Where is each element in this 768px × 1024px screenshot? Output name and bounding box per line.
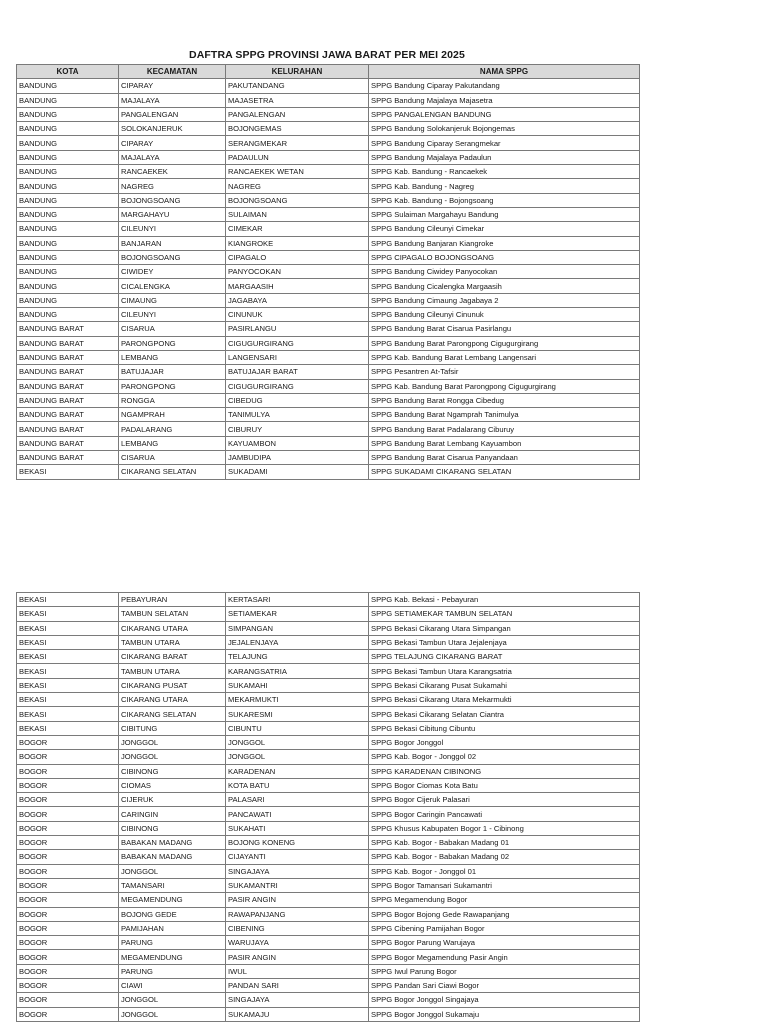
- cell-kecamatan: RONGGA: [119, 393, 226, 407]
- cell-kelurahan: PANYOCOKAN: [226, 265, 369, 279]
- table-row: [17, 193, 640, 207]
- cell-kota: BEKASI: [17, 607, 119, 621]
- table-row: [17, 150, 640, 164]
- table-row: [17, 621, 640, 635]
- cell-kecamatan: MAJALAYA: [119, 93, 226, 107]
- cell-nama-sppg: SPPG Bandung Ciparay Pakutandang: [369, 79, 640, 93]
- cell-kelurahan: SIMPANGAN: [226, 621, 369, 635]
- table-row: [17, 993, 640, 1007]
- cell-kota: BANDUNG: [17, 236, 119, 250]
- cell-nama-sppg: SPPG Bogor Tamansari Sukamantri: [369, 878, 640, 892]
- cell-kecamatan: JONGGOL: [119, 993, 226, 1007]
- cell-kelurahan: CIPAGALO: [226, 250, 369, 264]
- table-row: [17, 950, 640, 964]
- cell-nama-sppg: SPPG Bandung Cicalengka Margaasih: [369, 279, 640, 293]
- cell-kecamatan: PANGALENGAN: [119, 107, 226, 121]
- cell-kota: BANDUNG: [17, 122, 119, 136]
- cell-kota: BANDUNG: [17, 179, 119, 193]
- cell-nama-sppg: SPPG Iwul Parung Bogor: [369, 964, 640, 978]
- cell-kota: BOGOR: [17, 979, 119, 993]
- cell-nama-sppg: SPPG Bekasi Cikarang Selatan Ciantra: [369, 707, 640, 721]
- cell-kecamatan: MAJALAYA: [119, 150, 226, 164]
- cell-kecamatan: CIOMAS: [119, 778, 226, 792]
- table-row: [17, 236, 640, 250]
- table-row: [17, 136, 640, 150]
- cell-kelurahan: KIANGROKE: [226, 236, 369, 250]
- table-row: [17, 707, 640, 721]
- cell-kecamatan: LEMBANG: [119, 350, 226, 364]
- cell-kota: BANDUNG: [17, 222, 119, 236]
- cell-nama-sppg: SPPG Bogor Cijeruk Palasari: [369, 793, 640, 807]
- cell-kota: BANDUNG BARAT: [17, 322, 119, 336]
- cell-kota: BEKASI: [17, 721, 119, 735]
- cell-kecamatan: CIKARANG PUSAT: [119, 678, 226, 692]
- cell-kota: BANDUNG BARAT: [17, 451, 119, 465]
- cell-kecamatan: LEMBANG: [119, 436, 226, 450]
- table-row: [17, 293, 640, 307]
- cell-kelurahan: MARGAASIH: [226, 279, 369, 293]
- cell-kecamatan: MEGAMENDUNG: [119, 893, 226, 907]
- cell-kecamatan: MARGAHAYU: [119, 207, 226, 221]
- cell-kota: BANDUNG: [17, 107, 119, 121]
- cell-kecamatan: JONGGOL: [119, 1007, 226, 1021]
- cell-kelurahan: JEJALENJAYA: [226, 635, 369, 649]
- cell-nama-sppg: SPPG Bandung Barat Rongga Cibedug: [369, 393, 640, 407]
- cell-kelurahan: MEKARMUKTI: [226, 693, 369, 707]
- cell-kecamatan: BANJARAN: [119, 236, 226, 250]
- cell-kota: BOGOR: [17, 836, 119, 850]
- cell-nama-sppg: SPPG Kab. Bogor - Babakan Madang 02: [369, 850, 640, 864]
- cell-kelurahan: KARANGSATRIA: [226, 664, 369, 678]
- cell-kelurahan: KARADENAN: [226, 764, 369, 778]
- cell-nama-sppg: SPPG Bandung Solokanjeruk Bojongemas: [369, 122, 640, 136]
- cell-kecamatan: CIKARANG BARAT: [119, 650, 226, 664]
- cell-nama-sppg: SPPG Kab. Bandung Barat Lembang Langensari: [369, 350, 640, 364]
- table-row: [17, 336, 640, 350]
- table-row: [17, 607, 640, 621]
- cell-kecamatan: CIKARANG SELATAN: [119, 707, 226, 721]
- table-row: [17, 778, 640, 792]
- table-row: [17, 393, 640, 407]
- cell-nama-sppg: SPPG Bekasi Tambun Utara Jejalenjaya: [369, 635, 640, 649]
- cell-kelurahan: JONGGOL: [226, 735, 369, 749]
- cell-kota: BOGOR: [17, 1007, 119, 1021]
- cell-nama-sppg: SPPG SUKADAMI CIKARANG SELATAN: [369, 465, 640, 479]
- cell-nama-sppg: SPPG Bogor Jonggol Singajaya: [369, 993, 640, 1007]
- cell-nama-sppg: SPPG Bogor Caringin Pancawati: [369, 807, 640, 821]
- cell-kelurahan: SETIAMEKAR: [226, 607, 369, 621]
- cell-nama-sppg: SPPG Kab. Bandung - Rancaekek: [369, 165, 640, 179]
- cell-kecamatan: BABAKAN MADANG: [119, 850, 226, 864]
- cell-kelurahan: TANIMULYA: [226, 408, 369, 422]
- table-row: [17, 964, 640, 978]
- cell-kota: BOGOR: [17, 878, 119, 892]
- header-kota: KOTA: [17, 65, 119, 79]
- table-row: [17, 250, 640, 264]
- cell-kelurahan: MAJASETRA: [226, 93, 369, 107]
- cell-nama-sppg: SPPG Bandung Majalaya Majasetra: [369, 93, 640, 107]
- cell-kelurahan: SINGAJAYA: [226, 864, 369, 878]
- cell-kecamatan: CIBINONG: [119, 764, 226, 778]
- cell-kecamatan: NAGREG: [119, 179, 226, 193]
- cell-kota: BOGOR: [17, 993, 119, 1007]
- cell-kecamatan: TAMANSARI: [119, 878, 226, 892]
- cell-kota: BANDUNG: [17, 193, 119, 207]
- cell-kecamatan: PARUNG: [119, 964, 226, 978]
- cell-nama-sppg: SPPG Bekasi Cikarang Pusat Sukamahi: [369, 678, 640, 692]
- cell-kelurahan: PANGALENGAN: [226, 107, 369, 121]
- cell-kota: BANDUNG: [17, 150, 119, 164]
- cell-nama-sppg: SPPG CIPAGALO BOJONGSOANG: [369, 250, 640, 264]
- cell-kecamatan: CILEUNYI: [119, 222, 226, 236]
- table-row: [17, 122, 640, 136]
- cell-kecamatan: CISARUA: [119, 451, 226, 465]
- cell-kelurahan: PALASARI: [226, 793, 369, 807]
- cell-kecamatan: BOJONGSOANG: [119, 193, 226, 207]
- cell-kota: BANDUNG: [17, 165, 119, 179]
- cell-kota: BANDUNG BARAT: [17, 379, 119, 393]
- cell-kecamatan: TAMBUN UTARA: [119, 635, 226, 649]
- cell-kelurahan: RAWAPANJANG: [226, 907, 369, 921]
- cell-kecamatan: CIMAUNG: [119, 293, 226, 307]
- cell-kota: BANDUNG BARAT: [17, 393, 119, 407]
- cell-kelurahan: SUKAMANTRI: [226, 878, 369, 892]
- table-row: [17, 365, 640, 379]
- table-row: [17, 735, 640, 749]
- table-header-row: [17, 65, 640, 79]
- header-kecamatan: KECAMATAN: [119, 65, 226, 79]
- cell-nama-sppg: SPPG Bandung Ciparay Serangmekar: [369, 136, 640, 150]
- cell-nama-sppg: SPPG KARADENAN CIBINONG: [369, 764, 640, 778]
- page-title: DAFTRA SPPG PROVINSI JAWA BARAT PER MEI 2025: [189, 49, 465, 61]
- table-row: [17, 93, 640, 107]
- cell-nama-sppg: SPPG Kab. Bandung - Nagreg: [369, 179, 640, 193]
- cell-kelurahan: PANDAN SARI: [226, 979, 369, 993]
- cell-kecamatan: CIKARANG UTARA: [119, 693, 226, 707]
- cell-kelurahan: KOTA BATU: [226, 778, 369, 792]
- cell-nama-sppg: SPPG Bogor Jonggol: [369, 735, 640, 749]
- table-row: [17, 207, 640, 221]
- cell-kelurahan: PASIRLANGU: [226, 322, 369, 336]
- cell-nama-sppg: SPPG Bandung Cimaung Jagabaya 2: [369, 293, 640, 307]
- cell-kelurahan: CIMEKAR: [226, 222, 369, 236]
- cell-nama-sppg: SPPG Bogor Parung Warujaya: [369, 936, 640, 950]
- table-row: [17, 408, 640, 422]
- cell-kota: BOGOR: [17, 850, 119, 864]
- cell-kecamatan: CIWIDEY: [119, 265, 226, 279]
- cell-nama-sppg: SPPG Bandung Barat Cisarua Pasirlangu: [369, 322, 640, 336]
- cell-kelurahan: CIGUGURGIRANG: [226, 336, 369, 350]
- cell-kota: BOGOR: [17, 778, 119, 792]
- header-kelurahan: KELURAHAN: [226, 65, 369, 79]
- table-row: [17, 893, 640, 907]
- cell-kelurahan: CIBUNTU: [226, 721, 369, 735]
- cell-nama-sppg: SPPG SETIAMEKAR TAMBUN SELATAN: [369, 607, 640, 621]
- cell-kota: BEKASI: [17, 693, 119, 707]
- cell-kota: BANDUNG: [17, 136, 119, 150]
- cell-kecamatan: TAMBUN UTARA: [119, 664, 226, 678]
- cell-kecamatan: CISARUA: [119, 322, 226, 336]
- cell-kelurahan: WARUJAYA: [226, 936, 369, 950]
- table-row: [17, 878, 640, 892]
- cell-kelurahan: KAYUAMBON: [226, 436, 369, 450]
- cell-kelurahan: PASIR ANGIN: [226, 893, 369, 907]
- cell-kota: BEKASI: [17, 635, 119, 649]
- cell-kecamatan: CIPARAY: [119, 136, 226, 150]
- cell-nama-sppg: SPPG Bogor Bojong Gede Rawapanjang: [369, 907, 640, 921]
- cell-kota: BANDUNG BARAT: [17, 365, 119, 379]
- cell-kota: BOGOR: [17, 793, 119, 807]
- table-row: [17, 836, 640, 850]
- table-row: [17, 165, 640, 179]
- cell-kelurahan: PANCAWATI: [226, 807, 369, 821]
- cell-kecamatan: PARUNG: [119, 936, 226, 950]
- cell-kecamatan: CIAWI: [119, 979, 226, 993]
- cell-kecamatan: CARINGIN: [119, 807, 226, 821]
- cell-kelurahan: BATUJAJAR BARAT: [226, 365, 369, 379]
- cell-nama-sppg: SPPG Bogor Jonggol Sukamaju: [369, 1007, 640, 1021]
- cell-kota: BANDUNG: [17, 79, 119, 93]
- table-row: [17, 821, 640, 835]
- cell-nama-sppg: SPPG Kab. Bandung Barat Parongpong Cigugurgirang: [369, 379, 640, 393]
- cell-nama-sppg: SPPG Bandung Barat Lembang Kayuambon: [369, 436, 640, 450]
- cell-nama-sppg: SPPG Bogor Megamendung Pasir Angin: [369, 950, 640, 964]
- cell-kelurahan: TELAJUNG: [226, 650, 369, 664]
- cell-nama-sppg: SPPG Bandung Cileunyi Cinunuk: [369, 308, 640, 322]
- table-row: [17, 807, 640, 821]
- table-row: [17, 693, 640, 707]
- cell-kota: BEKASI: [17, 593, 119, 607]
- table-row: [17, 793, 640, 807]
- cell-kecamatan: PARONGPONG: [119, 336, 226, 350]
- cell-kecamatan: BABAKAN MADANG: [119, 836, 226, 850]
- cell-kota: BEKASI: [17, 707, 119, 721]
- cell-kecamatan: RANCAEKEK: [119, 165, 226, 179]
- cell-kelurahan: SUKAHATI: [226, 821, 369, 835]
- cell-kota: BANDUNG: [17, 293, 119, 307]
- cell-kota: BOGOR: [17, 950, 119, 964]
- cell-kecamatan: CIBITUNG: [119, 721, 226, 735]
- cell-kecamatan: CIPARAY: [119, 79, 226, 93]
- table-row: [17, 850, 640, 864]
- table-row: [17, 864, 640, 878]
- table-row: [17, 1007, 640, 1021]
- cell-nama-sppg: SPPG Cibening Pamijahan Bogor: [369, 921, 640, 935]
- cell-kecamatan: CIKARANG SELATAN: [119, 465, 226, 479]
- cell-kota: BANDUNG: [17, 265, 119, 279]
- cell-kelurahan: BOJONG KONENG: [226, 836, 369, 850]
- table-row: [17, 465, 640, 479]
- cell-kecamatan: JONGGOL: [119, 735, 226, 749]
- cell-kota: BEKASI: [17, 465, 119, 479]
- cell-kelurahan: PADAULUN: [226, 150, 369, 164]
- cell-kota: BOGOR: [17, 907, 119, 921]
- cell-nama-sppg: SPPG Bandung Majalaya Padaulun: [369, 150, 640, 164]
- cell-kota: BANDUNG: [17, 207, 119, 221]
- cell-kota: BOGOR: [17, 936, 119, 950]
- cell-kelurahan: LANGENSARI: [226, 350, 369, 364]
- cell-kelurahan: BOJONGEMAS: [226, 122, 369, 136]
- cell-nama-sppg: SPPG Kab. Bogor - Jonggol 01: [369, 864, 640, 878]
- cell-nama-sppg: SPPG Bogor Ciomas Kota Batu: [369, 778, 640, 792]
- cell-nama-sppg: SPPG Bandung Ciwidey Panyocokan: [369, 265, 640, 279]
- cell-kelurahan: BOJONGSOANG: [226, 193, 369, 207]
- cell-kecamatan: CICALENGKA: [119, 279, 226, 293]
- cell-kecamatan: PARONGPONG: [119, 379, 226, 393]
- cell-kota: BEKASI: [17, 664, 119, 678]
- cell-kelurahan: SINGAJAYA: [226, 993, 369, 1007]
- cell-kota: BANDUNG: [17, 250, 119, 264]
- cell-nama-sppg: SPPG Sulaiman Margahayu Bandung: [369, 207, 640, 221]
- cell-kota: BANDUNG: [17, 279, 119, 293]
- table-row: [17, 107, 640, 121]
- cell-nama-sppg: SPPG Bandung Barat Padalarang Ciburuy: [369, 422, 640, 436]
- cell-nama-sppg: SPPG Bekasi Cibitung Cibuntu: [369, 721, 640, 735]
- cell-kelurahan: CIBURUY: [226, 422, 369, 436]
- cell-nama-sppg: SPPG Pandan Sari Ciawi Bogor: [369, 979, 640, 993]
- cell-kelurahan: SULAIMAN: [226, 207, 369, 221]
- cell-kota: BOGOR: [17, 807, 119, 821]
- cell-kelurahan: KERTASARI: [226, 593, 369, 607]
- table-row: [17, 322, 640, 336]
- cell-kota: BEKASI: [17, 650, 119, 664]
- cell-kelurahan: NAGREG: [226, 179, 369, 193]
- cell-kecamatan: CIBINONG: [119, 821, 226, 835]
- sppg-table-page-1: [16, 64, 640, 480]
- cell-kecamatan: MEGAMENDUNG: [119, 950, 226, 964]
- cell-nama-sppg: SPPG Megamendung Bogor: [369, 893, 640, 907]
- cell-kecamatan: JONGGOL: [119, 750, 226, 764]
- table-row: [17, 936, 640, 950]
- table-row: [17, 308, 640, 322]
- cell-kecamatan: CIKARANG UTARA: [119, 621, 226, 635]
- table-row: [17, 350, 640, 364]
- cell-kota: BANDUNG BARAT: [17, 436, 119, 450]
- cell-kecamatan: TAMBUN SELATAN: [119, 607, 226, 621]
- cell-kecamatan: PADALARANG: [119, 422, 226, 436]
- cell-kota: BANDUNG BARAT: [17, 336, 119, 350]
- table-row: [17, 678, 640, 692]
- cell-kota: BOGOR: [17, 735, 119, 749]
- cell-nama-sppg: SPPG Bekasi Cikarang Utara Simpangan: [369, 621, 640, 635]
- cell-kelurahan: PASIR ANGIN: [226, 950, 369, 964]
- cell-kelurahan: CIJAYANTI: [226, 850, 369, 864]
- cell-kelurahan: SUKAMAJU: [226, 1007, 369, 1021]
- cell-kota: BANDUNG BARAT: [17, 350, 119, 364]
- cell-nama-sppg: SPPG PANGALENGAN BANDUNG: [369, 107, 640, 121]
- table-row: [17, 279, 640, 293]
- table-row: [17, 664, 640, 678]
- table-row: [17, 379, 640, 393]
- cell-nama-sppg: SPPG Khusus Kabupaten Bogor 1 - Cibinong: [369, 821, 640, 835]
- cell-kelurahan: RANCAEKEK WETAN: [226, 165, 369, 179]
- cell-kota: BOGOR: [17, 921, 119, 935]
- table-row: [17, 593, 640, 607]
- cell-kota: BOGOR: [17, 750, 119, 764]
- sppg-table-page-2: [16, 592, 640, 1022]
- table-row: [17, 721, 640, 735]
- cell-nama-sppg: SPPG Bekasi Cikarang Utara Mekarmukti: [369, 693, 640, 707]
- cell-kecamatan: SOLOKANJERUK: [119, 122, 226, 136]
- cell-kelurahan: CIGUGURGIRANG: [226, 379, 369, 393]
- cell-kota: BOGOR: [17, 893, 119, 907]
- cell-kelurahan: JAGABAYA: [226, 293, 369, 307]
- cell-kelurahan: SERANGMEKAR: [226, 136, 369, 150]
- cell-kota: BOGOR: [17, 964, 119, 978]
- table-row: [17, 750, 640, 764]
- table-row: [17, 422, 640, 436]
- header-nama-sppg: NAMA SPPG: [369, 65, 640, 79]
- table-row: [17, 921, 640, 935]
- cell-kota: BOGOR: [17, 764, 119, 778]
- cell-kecamatan: PAMIJAHAN: [119, 921, 226, 935]
- table-row: [17, 222, 640, 236]
- cell-kecamatan: NGAMPRAH: [119, 408, 226, 422]
- cell-kelurahan: CIBEDUG: [226, 393, 369, 407]
- cell-kota: BOGOR: [17, 864, 119, 878]
- cell-kota: BEKASI: [17, 621, 119, 635]
- cell-kelurahan: SUKADAMI: [226, 465, 369, 479]
- cell-kecamatan: CIJERUK: [119, 793, 226, 807]
- cell-kelurahan: JONGGOL: [226, 750, 369, 764]
- cell-kecamatan: PEBAYURAN: [119, 593, 226, 607]
- cell-nama-sppg: SPPG Kab. Bogor - Babakan Madang 01: [369, 836, 640, 850]
- cell-kota: BANDUNG BARAT: [17, 408, 119, 422]
- cell-kelurahan: JAMBUDIPA: [226, 451, 369, 465]
- cell-kecamatan: BOJONGSOANG: [119, 250, 226, 264]
- cell-kecamatan: BOJONG GEDE: [119, 907, 226, 921]
- table-row: [17, 451, 640, 465]
- cell-kelurahan: CINUNUK: [226, 308, 369, 322]
- table-row: [17, 179, 640, 193]
- cell-kota: BEKASI: [17, 678, 119, 692]
- table-row: [17, 635, 640, 649]
- cell-kelurahan: SUKARESMI: [226, 707, 369, 721]
- table-row: [17, 650, 640, 664]
- table-row: [17, 907, 640, 921]
- cell-nama-sppg: SPPG Bandung Barat Parongpong Cigugurgirang: [369, 336, 640, 350]
- cell-kota: BOGOR: [17, 821, 119, 835]
- table-row: [17, 265, 640, 279]
- cell-kota: BANDUNG: [17, 308, 119, 322]
- cell-nama-sppg: SPPG Kab. Bekasi - Pebayuran: [369, 593, 640, 607]
- cell-kota: BANDUNG BARAT: [17, 422, 119, 436]
- cell-kecamatan: CILEUNYI: [119, 308, 226, 322]
- cell-nama-sppg: SPPG Kab. Bandung - Bojongsoang: [369, 193, 640, 207]
- cell-kelurahan: SUKAMAHI: [226, 678, 369, 692]
- cell-nama-sppg: SPPG Kab. Bogor - Jonggol 02: [369, 750, 640, 764]
- cell-kecamatan: BATUJAJAR: [119, 365, 226, 379]
- cell-kecamatan: JONGGOL: [119, 864, 226, 878]
- table-row: [17, 436, 640, 450]
- cell-kelurahan: CIBENING: [226, 921, 369, 935]
- cell-nama-sppg: SPPG TELAJUNG CIKARANG BARAT: [369, 650, 640, 664]
- cell-kota: BANDUNG: [17, 93, 119, 107]
- table-row: [17, 764, 640, 778]
- table-row: [17, 79, 640, 93]
- table-row: [17, 979, 640, 993]
- cell-nama-sppg: SPPG Bandung Banjaran Kiangroke: [369, 236, 640, 250]
- cell-nama-sppg: SPPG Bekasi Tambun Utara Karangsatria: [369, 664, 640, 678]
- cell-nama-sppg: SPPG Bandung Barat Ngamprah Tanimulya: [369, 408, 640, 422]
- cell-kelurahan: PAKUTANDANG: [226, 79, 369, 93]
- cell-nama-sppg: SPPG Pesantren At-Tafsir: [369, 365, 640, 379]
- cell-nama-sppg: SPPG Bandung Barat Cisarua Panyandaan: [369, 451, 640, 465]
- cell-nama-sppg: SPPG Bandung Cileunyi Cimekar: [369, 222, 640, 236]
- cell-kelurahan: IWUL: [226, 964, 369, 978]
